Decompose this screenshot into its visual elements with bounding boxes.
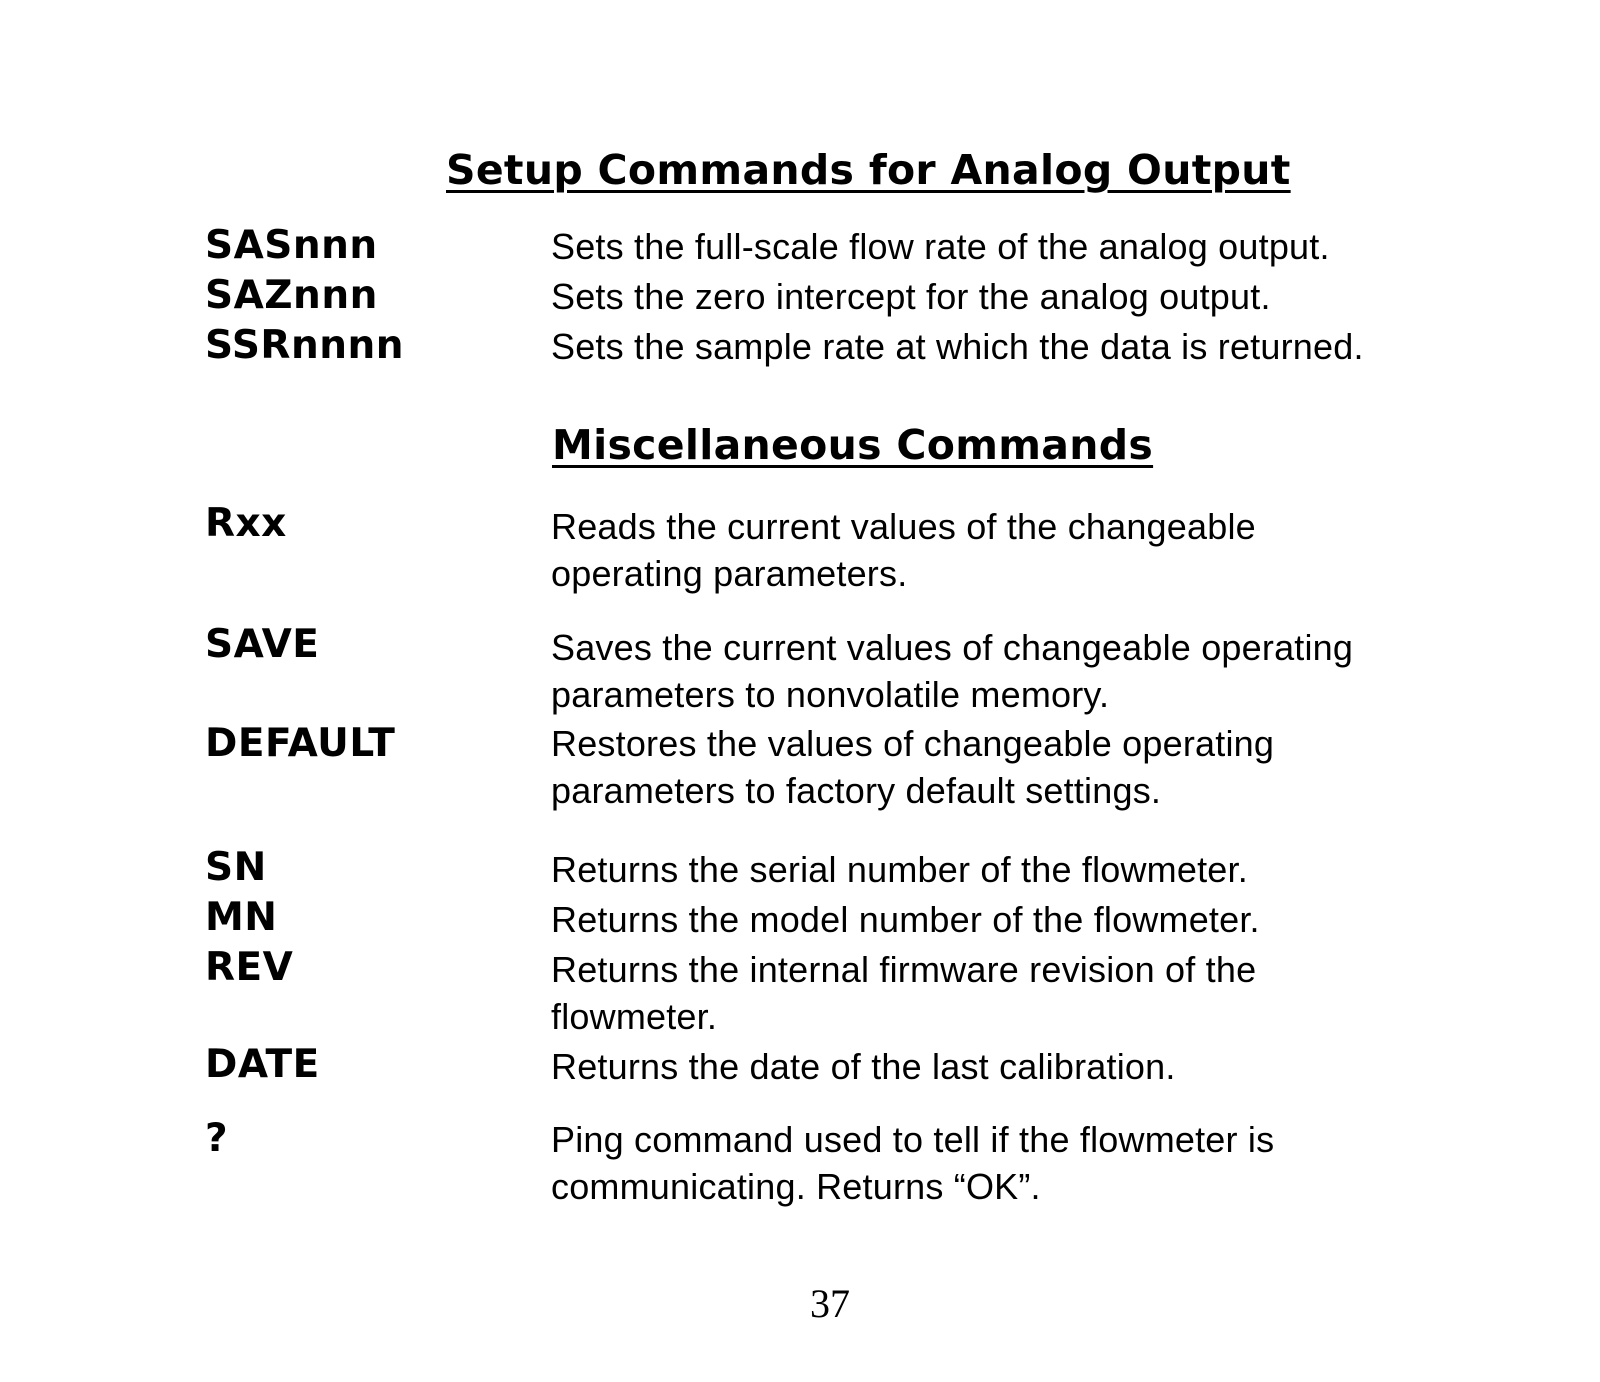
description-line: flowmeter.	[551, 996, 718, 1037]
description-line: Sets the sample rate at which the data is returned.	[551, 326, 1364, 367]
description-line: Sets the zero intercept for the analog output.	[551, 276, 1271, 317]
description-line: parameters to nonvolatile memory.	[551, 674, 1110, 715]
description-line: Reads the current values of the changeable	[551, 506, 1256, 547]
misc-section-title: Miscellaneous Commands	[552, 421, 1154, 469]
command-name: Rxx	[205, 501, 287, 546]
description-line: communicating. Returns “OK”.	[551, 1166, 1041, 1207]
command-name: MN	[205, 895, 278, 940]
command-name: DEFAULT	[205, 721, 396, 766]
command-description	[551, 946, 1551, 1040]
description-line: Returns the serial number of the flowmeter.	[551, 849, 1248, 890]
page-number: 37	[810, 1281, 850, 1326]
command-name: SAZnnn	[205, 273, 378, 318]
command-name: SAVE	[205, 622, 320, 667]
description-line: Saves the current values of changeable operating	[551, 627, 1354, 668]
description-line: Sets the full-scale flow rate of the analog output.	[551, 226, 1330, 267]
command-name: SSRnnnn	[205, 323, 405, 368]
command-description	[551, 503, 1551, 597]
command-description	[551, 896, 1551, 943]
command-name: SASnnn	[205, 223, 378, 268]
command-description	[551, 223, 1551, 270]
command-name: DATE	[205, 1042, 320, 1087]
command-name: REV	[205, 945, 294, 990]
command-description	[551, 624, 1551, 718]
setup-section-title: Setup Commands for Analog Output	[446, 146, 1291, 194]
command-description	[551, 323, 1551, 370]
description-line: Returns the date of the last calibration.	[551, 1046, 1176, 1087]
command-description	[551, 1116, 1551, 1210]
command-description	[551, 273, 1551, 320]
command-description	[551, 1043, 1551, 1090]
description-line: Restores the values of changeable operating	[551, 723, 1275, 764]
command-description	[551, 720, 1551, 814]
description-line: operating parameters.	[551, 553, 908, 594]
description-line: Returns the model number of the flowmeter.	[551, 899, 1260, 940]
command-name: SN	[205, 845, 267, 890]
description-line: parameters to factory default settings.	[551, 770, 1162, 811]
description-line: Returns the internal firmware revision of the	[551, 949, 1257, 990]
command-description	[551, 846, 1551, 893]
description-line: Ping command used to tell if the flowmeter is	[551, 1119, 1275, 1160]
command-name: ?	[205, 1116, 229, 1161]
